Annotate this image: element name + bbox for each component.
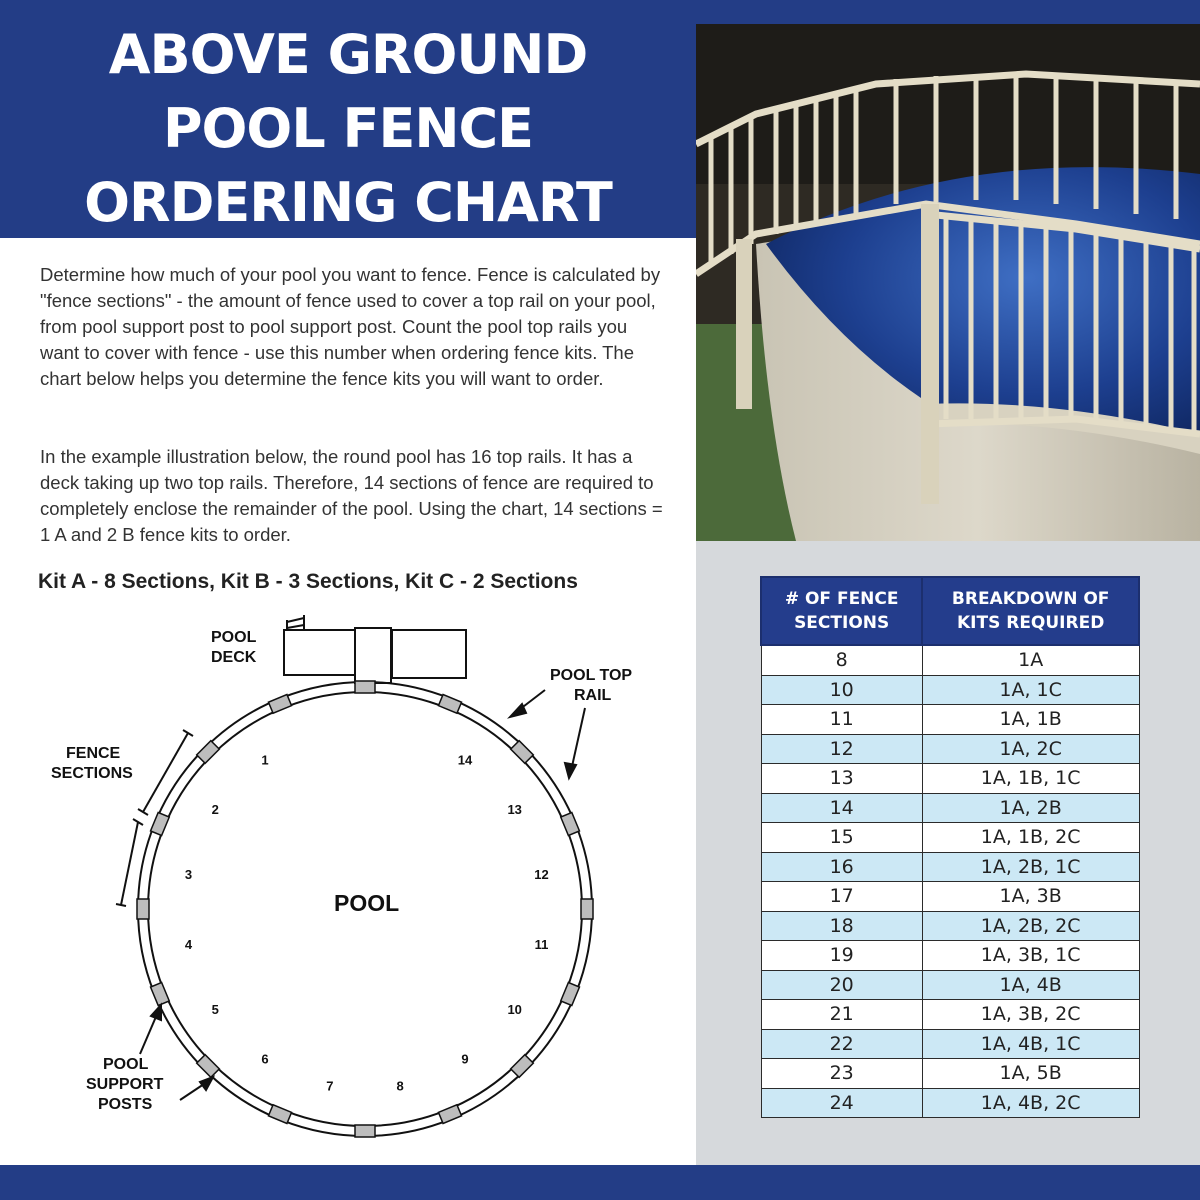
fence-sections-cell: 20 <box>761 970 922 1000</box>
intro-paragraph-1: Determine how much of your pool you want to fence. Fence is calculated by "fence sections" - the amount of fence used to cover a top rail on your pool, from pool support post to pool support post. Count the pool top rails you want to cover with fence - use this number when ordering fence kits. The chart below helps you determine the fence kits you will want to order. <box>40 264 661 389</box>
support-posts-label-line-2: SUPPORT <box>86 1076 164 1093</box>
fence-sections-cell: 8 <box>761 645 922 675</box>
kit-ordering-table <box>760 576 1140 1118</box>
table-row <box>761 852 1139 882</box>
support-post <box>438 1105 461 1124</box>
fence-sections-cell: 23 <box>761 1059 922 1089</box>
support-post <box>561 982 580 1005</box>
support-post <box>438 695 461 714</box>
section-number: 9 <box>461 1051 469 1067</box>
support-post <box>355 1125 375 1137</box>
fence-sections-label: FENCE <box>66 745 121 762</box>
column-header-kits-required: BREAKDOWN OF KITS REQUIRED <box>922 577 1139 645</box>
support-post <box>151 982 170 1005</box>
table-row <box>761 675 1139 705</box>
section-number: 8 <box>396 1078 404 1094</box>
kits-required-cell: 1A, 2B, 2C <box>922 911 1139 941</box>
section-number: 14 <box>457 752 473 768</box>
title-header <box>0 0 696 238</box>
support-post <box>151 812 170 835</box>
kits-required-cell: 1A, 5B <box>922 1059 1139 1089</box>
table-body <box>761 645 1139 1118</box>
kits-required-cell: 1A, 4B <box>922 970 1139 1000</box>
table-row <box>761 764 1139 794</box>
fence-sections-cell: 19 <box>761 941 922 971</box>
support-post <box>561 812 580 835</box>
table-row <box>761 941 1139 971</box>
pool-fence-photo <box>696 24 1200 541</box>
fence-sections-cell: 13 <box>761 764 922 794</box>
pool-label: POOL <box>334 890 400 916</box>
support-posts-label: POOL <box>103 1056 149 1073</box>
kits-required-cell: 1A, 1B, 2C <box>922 823 1139 853</box>
table-row <box>761 1000 1139 1030</box>
kits-required-cell: 1A, 1B <box>922 705 1139 735</box>
section-number: 3 <box>184 866 193 882</box>
fence-sections-cell: 15 <box>761 823 922 853</box>
kits-required-cell: 1A, 2B, 1C <box>922 852 1139 882</box>
fence-sections-cell: 22 <box>761 1029 922 1059</box>
section-number: 12 <box>534 866 549 882</box>
support-post <box>197 741 220 764</box>
support-post <box>511 1055 534 1078</box>
pool-deck-label: POOL <box>211 629 257 646</box>
section-number: 7 <box>326 1078 334 1094</box>
kits-required-cell: 1A <box>922 645 1139 675</box>
section-number: 10 <box>507 1002 522 1017</box>
support-posts-label-line-3: POSTS <box>98 1096 153 1113</box>
support-post <box>511 741 534 764</box>
section-number: 2 <box>211 802 219 817</box>
support-post <box>268 1105 291 1124</box>
table-row <box>761 970 1139 1000</box>
support-post <box>137 899 149 919</box>
table-row <box>761 1088 1139 1118</box>
fence-sections-cell: 18 <box>761 911 922 941</box>
pool-fence-diagram <box>30 600 690 1160</box>
kits-required-cell: 1A, 3B, 1C <box>922 941 1139 971</box>
table-row <box>761 911 1139 941</box>
pool-fence-photo-graphic <box>696 24 1200 541</box>
fence-sections-cell: 17 <box>761 882 922 912</box>
table-header-row <box>761 577 1139 645</box>
page-title: ABOVE GROUND POOL FENCE ORDERING CHART <box>84 23 612 234</box>
pool-top-rail-label-line-2: RAIL <box>574 687 612 704</box>
fence-sections-cell: 16 <box>761 852 922 882</box>
section-number: 1 <box>261 752 269 768</box>
section-number: 13 <box>507 802 522 817</box>
section-number: 11 <box>534 937 549 953</box>
kits-required-cell: 1A, 4B, 2C <box>922 1088 1139 1118</box>
column-header-fence-sections: # OF FENCE SECTIONS <box>761 577 922 645</box>
table-row <box>761 823 1139 853</box>
table-row <box>761 1059 1139 1089</box>
table-row <box>761 734 1139 764</box>
kits-required-cell: 1A, 2C <box>922 734 1139 764</box>
section-numbers <box>185 752 549 1093</box>
table-row <box>761 882 1139 912</box>
section-number: 6 <box>261 1051 269 1067</box>
support-post <box>268 695 291 714</box>
support-post <box>197 1055 220 1078</box>
table-row <box>761 705 1139 735</box>
table-row <box>761 793 1139 823</box>
table-row <box>761 645 1139 675</box>
kits-required-cell: 1A, 2B <box>922 793 1139 823</box>
fence-sections-cell: 12 <box>761 734 922 764</box>
fence-sections-cell: 10 <box>761 675 922 705</box>
kits-required-cell: 1A, 1C <box>922 675 1139 705</box>
kit-sizes-heading: Kit A - 8 Sections, Kit B - 3 Sections, Kit C - 2 Sections <box>38 570 578 593</box>
deck-ladder-icon <box>287 615 304 630</box>
support-post <box>581 899 593 919</box>
kits-required-cell: 1A, 4B, 1C <box>922 1029 1139 1059</box>
pool-deck-label-line-2: DECK <box>211 649 257 666</box>
fence-sections-cell: 14 <box>761 793 922 823</box>
kits-required-cell: 1A, 1B, 1C <box>922 764 1139 794</box>
support-post <box>355 681 375 693</box>
bottom-banner-strip <box>0 1165 1200 1200</box>
intro-paragraph-2: In the example illustration below, the round pool has 16 top rails. It has a deck taking up two top rails. Therefore, 14 sections of fence are required to completely enclose the remainder of the pool. Using the chart, 14 sections = 1 A and 2 B fence kits to order. <box>40 446 663 545</box>
fence-sections-cell: 21 <box>761 1000 922 1030</box>
pool-deck <box>284 628 466 683</box>
pool-top-rail-label: POOL TOP <box>550 667 633 684</box>
kits-required-cell: 1A, 3B <box>922 882 1139 912</box>
kits-required-cell: 1A, 3B, 2C <box>922 1000 1139 1030</box>
section-number: 5 <box>211 1002 219 1017</box>
fence-sections-cell: 24 <box>761 1088 922 1118</box>
section-number: 4 <box>184 937 193 953</box>
fence-sections-label-line-2: SECTIONS <box>51 765 133 782</box>
fence-section-bracket <box>116 730 193 906</box>
fence-sections-cell: 11 <box>761 705 922 735</box>
table-row <box>761 1029 1139 1059</box>
